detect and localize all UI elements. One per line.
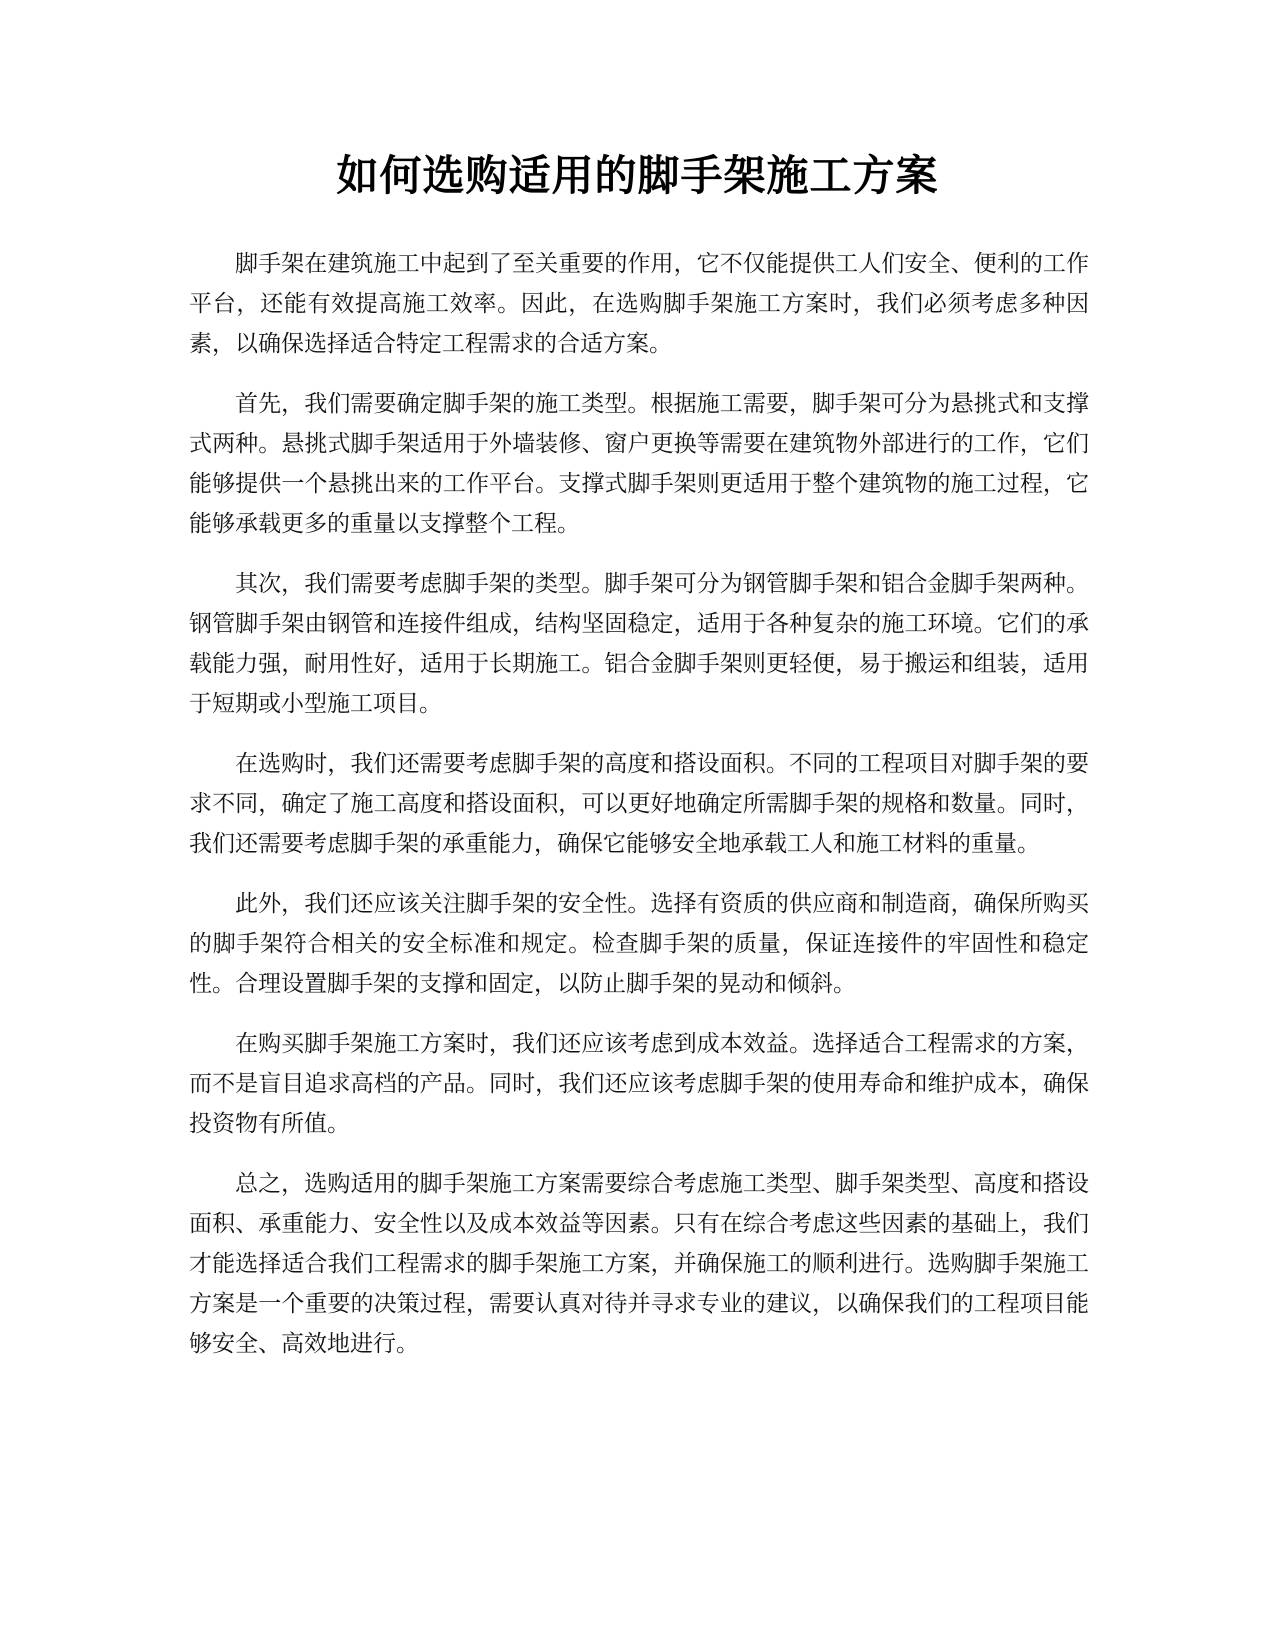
document-body [189,244,1089,1384]
paragraph-safety: 此外，我们还应该关注脚手架的安全性。选择有资质的供应商和制造商，确保所购买的脚手架符合相关的安全标准和规定。检查脚手架的质量，保证连接件的牢固性和稳定性。合理设置脚手架的支撑和固定，以防止脚手架的晃动和倾斜。 [189,891,1089,997]
paragraph-height-area: 在选购时，我们还需要考虑脚手架的高度和搭设面积。不同的工程项目对脚手架的要求不同，确定了施工高度和搭设面积，可以更好地确定所需脚手架的规格和数量。同时，我们还需要考虑脚手架的承重能力，确保它能够安全地承载工人和施工材料的重量。 [189,751,1089,857]
document-title: 如何选购适用的脚手架施工方案 [336,151,939,200]
paragraph-construction-type: 首先，我们需要确定脚手架的施工类型。根据施工需要，脚手架可分为悬挑式和支撑式两种。悬挑式脚手架适用于外墙装修、窗户更换等需要在建筑物外部进行的工作，它们能够提供一个悬挑出来的工作平台。支撑式脚手架则更适用于整个建筑物的施工过程，它能够承载更多的重量以支撑整个工程。 [189,391,1089,537]
paragraph-conclusion: 总之，选购适用的脚手架施工方案需要综合考虑施工类型、脚手架类型、高度和搭设面积、承重能力、安全性以及成本效益等因素。只有在综合考虑这些因素的基础上，我们才能选择适合我们工程需求的脚手架施工方案，并确保施工的顺利进行。选购脚手架施工方案是一个重要的决策过程，需要认真对待并寻求专业的建议，以确保我们的工程项目能够安全、高效地进行。 [189,1171,1089,1357]
paragraph-intro: 脚手架在建筑施工中起到了至关重要的作用，它不仅能提供工人们安全、便利的工作平台，还能有效提高施工效率。因此，在选购脚手架施工方案时，我们必须考虑多种因素，以确保选择适合特定工程需求的合适方案。 [189,251,1089,357]
paragraph-cost: 在购买脚手架施工方案时，我们还应该考虑到成本效益。选择适合工程需求的方案，而不是盲目追求高档的产品。同时，我们还应该考虑脚手架的使用寿命和维护成本，确保投资物有所值。 [189,1031,1089,1137]
paragraph-scaffold-type: 其次，我们需要考虑脚手架的类型。脚手架可分为钢管脚手架和铝合金脚手架两种。钢管脚手架由钢管和连接件组成，结构坚固稳定，适用于各种复杂的施工环境。它们的承载能力强，耐用性好，适用于长期施工。铝合金脚手架则更轻便，易于搬运和组装，适用于短期或小型施工项目。 [189,571,1089,717]
